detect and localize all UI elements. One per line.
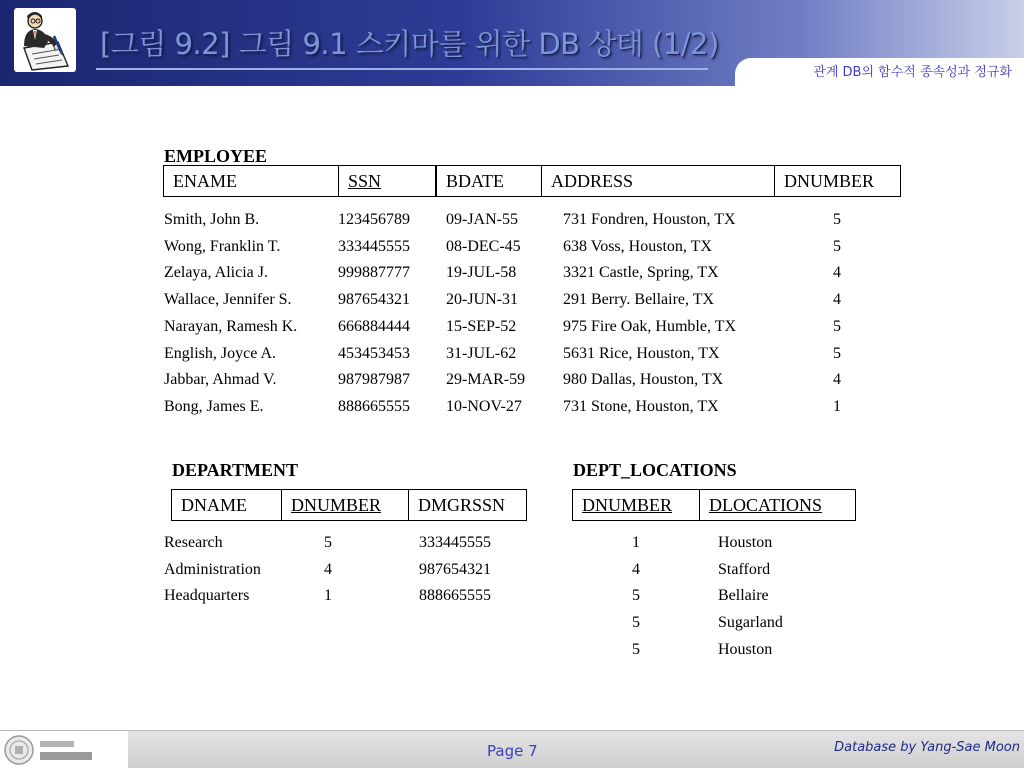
page-number: Page 7 bbox=[487, 742, 538, 760]
dept-locations-cell-dlocations: Houston bbox=[718, 534, 773, 551]
employee-cell-address: 980 Dallas, Houston, TX bbox=[563, 371, 724, 389]
employee-cell-ename: Bong, James E. bbox=[164, 397, 264, 415]
dept-locations-header-row bbox=[572, 489, 856, 521]
employee-col-bdate: BDATE bbox=[436, 166, 542, 196]
employee-header-row bbox=[163, 165, 901, 197]
employee-cell-ssn: 333445555 bbox=[338, 237, 410, 255]
employee-cell-ename: Wong, Franklin T. bbox=[164, 237, 281, 255]
employee-cell-address: 975 Fire Oak, Humble, TX bbox=[563, 317, 737, 335]
dept-locations-table-name: DEPT_LOCATIONS bbox=[573, 460, 737, 480]
employee-col-ename: ENAME bbox=[164, 166, 339, 196]
employee-cell-bdate: 09-JAN-55 bbox=[446, 211, 518, 228]
employee-cell-bdate: 31-JUL-62 bbox=[446, 344, 517, 362]
department-header-row bbox=[171, 489, 527, 521]
dept-locations-cell-dlocations: Stafford bbox=[718, 560, 771, 578]
employee-cell-ssn: 999887777 bbox=[338, 264, 410, 282]
dept-locations-cell-dnumber: 1 bbox=[632, 534, 640, 551]
employee-table-name: EMPLOYEE bbox=[164, 146, 268, 166]
employee-cell-ssn: 123456789 bbox=[338, 211, 410, 228]
employee-cell-ssn: 987654321 bbox=[338, 291, 410, 309]
employee-cell-dnumber: 5 bbox=[833, 237, 841, 255]
employee-cell-dnumber: 1 bbox=[833, 397, 841, 415]
employee-cell-bdate: 15-SEP-52 bbox=[446, 317, 517, 335]
employee-cell-bdate: 29-MAR-59 bbox=[446, 371, 526, 389]
professor-writing-icon bbox=[14, 8, 76, 72]
employee-cell-address: 3321 Castle, Spring, TX bbox=[563, 264, 719, 282]
employee-cell-ename: Narayan, Ramesh K. bbox=[164, 317, 298, 335]
department-cell-dnumber: 4 bbox=[324, 560, 332, 578]
employee-cell-ename: Smith, John B. bbox=[164, 211, 260, 228]
employee-cell-ename: Jabbar, Ahmad V. bbox=[164, 371, 277, 389]
department-cell-dmgrssn: 987654321 bbox=[419, 560, 491, 578]
employee-cell-dnumber: 5 bbox=[833, 211, 841, 228]
employee-cell-address: 5631 Rice, Houston, TX bbox=[563, 344, 720, 362]
employee-col-dnumber: DNUMBER bbox=[784, 171, 875, 191]
employee-cell-dnumber: 4 bbox=[833, 371, 841, 389]
employee-cell-address: 638 Voss, Houston, TX bbox=[563, 237, 712, 255]
slide-header bbox=[0, 0, 1024, 86]
employee-cell-dnumber: 5 bbox=[833, 344, 841, 362]
employee-cell-address: 731 Stone, Houston, TX bbox=[563, 397, 719, 415]
employee-cell-ssn: 666884444 bbox=[338, 317, 410, 335]
department-cell-dnumber: 5 bbox=[324, 534, 332, 551]
dept-locations-cell-dnumber: 4 bbox=[632, 560, 640, 578]
dept-locations-cell-dlocations: Houston bbox=[718, 640, 773, 658]
employee-cell-bdate: 20-JUN-31 bbox=[446, 291, 518, 309]
dept-locations-col-dlocations: DLOCATIONS bbox=[709, 495, 823, 515]
employee-col-address: ADDRESS bbox=[542, 166, 775, 196]
slide-subtitle: 관계 DB의 함수적 종속성과 정규화 bbox=[813, 65, 1012, 80]
employee-cell-bdate: 08-DEC-45 bbox=[446, 237, 521, 255]
department-cell-dmgrssn: 888665555 bbox=[419, 587, 491, 605]
department-col-dmgrssn: DMGRSSN bbox=[418, 495, 506, 515]
employee-col-ssn: SSN bbox=[339, 166, 436, 196]
department-cell-dname: Research bbox=[164, 534, 223, 551]
dept-locations-col-dnumber: DNUMBER bbox=[573, 490, 700, 520]
dept-locations-cell-dlocations: Bellaire bbox=[718, 587, 769, 605]
slide-title: [그림 9.2] 그림 9.1 스키마를 위한 DB 상태 (1/2) bbox=[100, 27, 719, 61]
employee-cell-ename: Wallace, Jennifer S. bbox=[164, 291, 292, 309]
department-col-dname: DNAME bbox=[172, 490, 282, 520]
employee-cell-dnumber: 5 bbox=[833, 317, 841, 335]
department-cell-dname: Headquarters bbox=[164, 587, 250, 605]
employee-cell-address: 291 Berry. Bellaire, TX bbox=[563, 291, 715, 309]
employee-cell-ename: English, Joyce A. bbox=[164, 344, 276, 362]
slide-footer bbox=[0, 730, 1024, 768]
dept-locations-cell-dnumber: 5 bbox=[632, 587, 640, 605]
employee-cell-ename: Zelaya, Alicia J. bbox=[164, 264, 268, 282]
department-col-dnumber: DNUMBER bbox=[282, 490, 409, 520]
department-cell-dmgrssn: 333445555 bbox=[419, 534, 491, 551]
employee-cell-bdate: 19-JUL-58 bbox=[446, 264, 517, 282]
dept-locations-cell-dnumber: 5 bbox=[632, 640, 640, 658]
employee-cell-ssn: 453453453 bbox=[338, 344, 410, 362]
university-logo bbox=[0, 731, 128, 768]
dept-locations-cell-dnumber: 5 bbox=[632, 614, 640, 632]
department-table-name: DEPARTMENT bbox=[172, 460, 299, 480]
employee-cell-ssn: 888665555 bbox=[338, 397, 410, 415]
dept-locations-cell-dlocations: Sugarland bbox=[718, 614, 783, 632]
subtitle-tab bbox=[735, 58, 1024, 86]
employee-cell-bdate: 10-NOV-27 bbox=[446, 397, 522, 415]
employee-cell-address: 731 Fondren, Houston, TX bbox=[563, 211, 736, 228]
employee-cell-dnumber: 4 bbox=[833, 264, 841, 282]
department-cell-dnumber: 1 bbox=[324, 587, 332, 605]
employee-cell-dnumber: 4 bbox=[833, 291, 841, 309]
title-underline bbox=[96, 68, 708, 70]
footer-credit: Database by Yang-Sae Moon bbox=[834, 740, 1020, 755]
department-cell-dname: Administration bbox=[164, 560, 261, 578]
employee-cell-ssn: 987987987 bbox=[338, 371, 410, 389]
